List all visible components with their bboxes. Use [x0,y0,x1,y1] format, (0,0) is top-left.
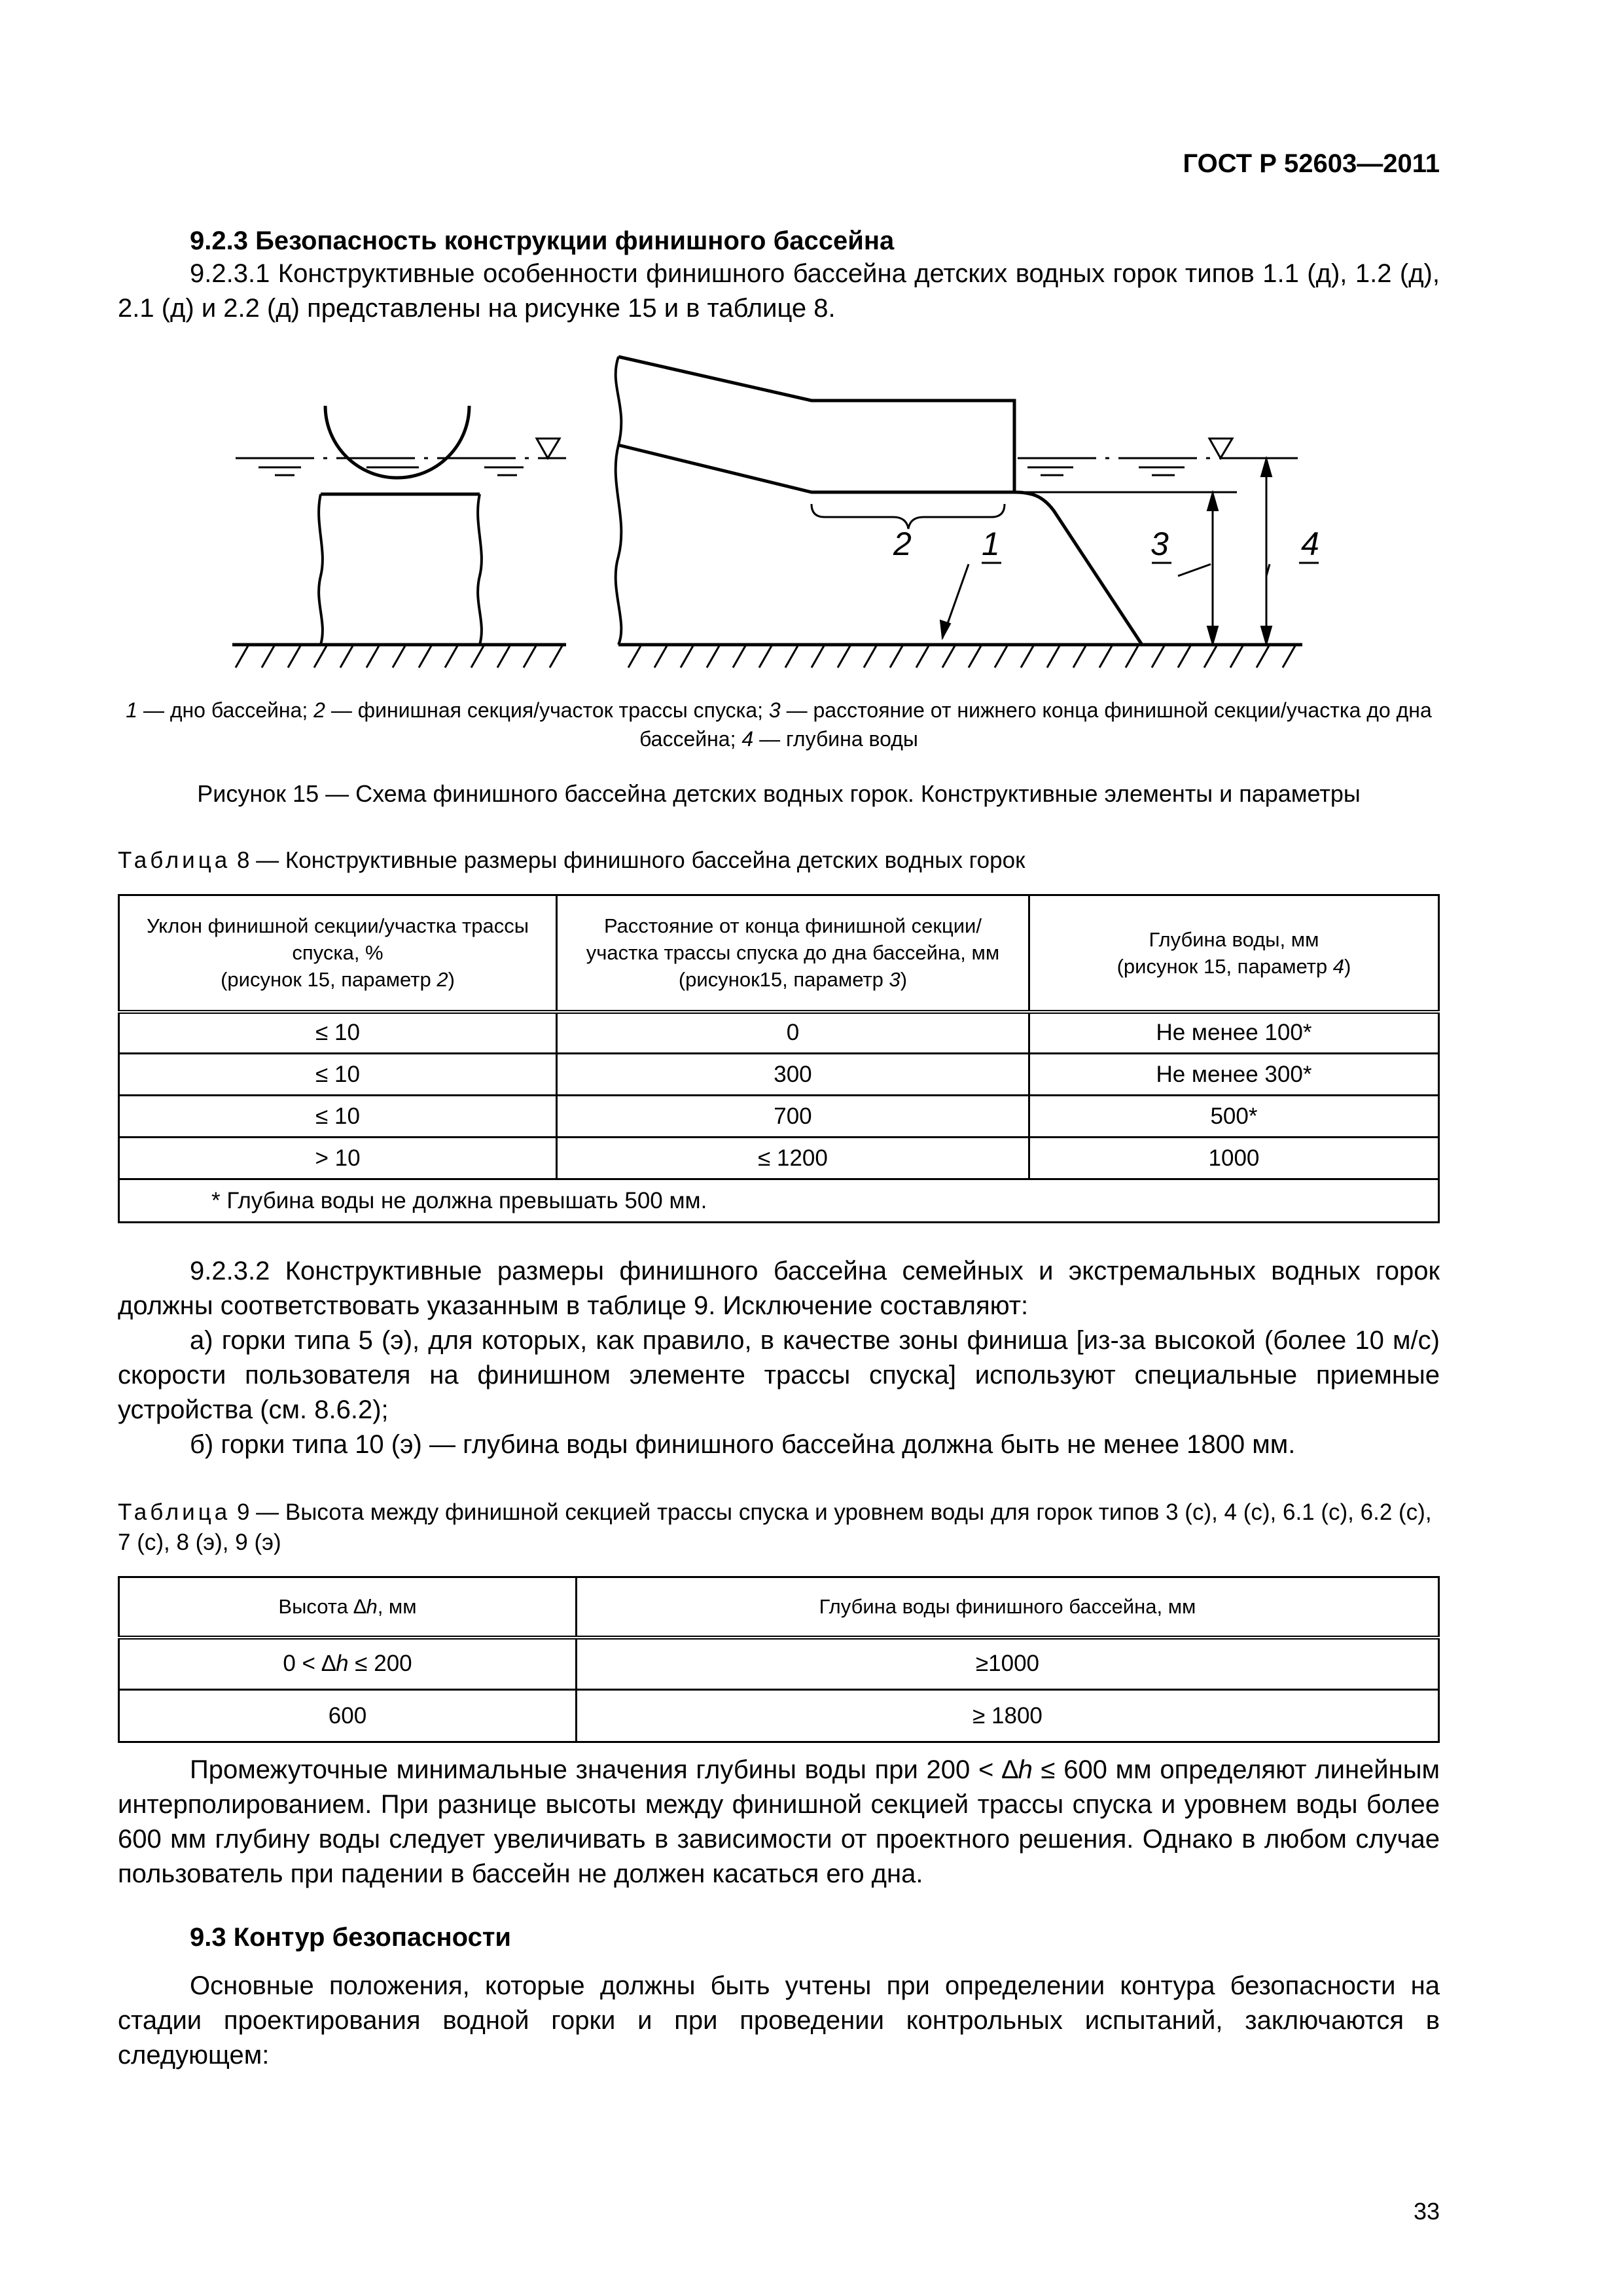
left-water-level-triangle [537,439,560,458]
table-9-header-height: Высота ∆h, мм [119,1577,577,1638]
figure-label-4: 4 [1301,526,1319,562]
pool-wall [1014,492,1142,645]
finish-section-outline [618,357,1014,492]
right-ground-hatch [628,645,1296,668]
left-water-hatch [259,467,524,475]
page-number: 33 [1413,2198,1440,2225]
left-support-break-left [319,494,323,645]
table-9-header-depth: Глубина воды финишного бассейна, мм [576,1577,1438,1638]
section-9-2-3-2 [118,1254,1440,1462]
list-item-b: б) горки типа 10 (э) — глубина воды финишного бассейна должна быть не менее 1800 мм. [190,1430,1296,1459]
table-row: ≤ 10 0 Не менее 100* [119,1012,1439,1054]
slide-break-line [616,357,622,645]
table-row: ≤ 10 700 500* [119,1096,1439,1138]
figure-label-1: 1 [982,526,1000,562]
table-row: 0 < ∆h ≤ 200 ≥1000 [119,1638,1439,1690]
right-water-hatch [1027,467,1185,475]
table-8-note: * Глубина воды не должна превышать 500 мм. [119,1179,1439,1223]
table-9-header-row [119,1577,1439,1638]
paragraph-9-3: Основные положения, которые должны быть учтены при определении контура безопасности на стадии проектирования водной горки и при проведении контрольных испытаний, заключаются в следующем: [118,1971,1440,2070]
table-row: ≤ 10 300 Не менее 300* [119,1054,1439,1096]
table-8-note-row [119,1179,1439,1223]
table-8-header-slope: Уклон финишной секции/участка трассы спуска, % (рисунок 15, параметр 2) [119,895,557,1012]
right-water-level-triangle [1209,439,1232,458]
table-8-caption: Таблица 8 — Конструктивные размеры финишного бассейна детских водных горок [118,848,1026,873]
paragraph-9-2-3-1: 9.2.3.1 Конструктивные особенности финишного бассейна детских водных горок типов 1.1 (д), 1.2 (д), 2.1 (д) и 2.2 (д) представлены на рисунке 15 и в таблице 8. [118,259,1440,323]
table-8-header-depth: Глубина воды, мм (рисунок 15, параметр 4) [1029,895,1438,1012]
section-heading-9-3: 9.3 Контур безопасности [190,1923,511,1952]
table-9-caption: Таблица 9 — Высота между финишной секцией трассы спуска и уровнем воды для горок типов 3 (с), 4 (с), 6.1 (с), 6.2 (с), 7 (с), 8 (э), 9 (э) [118,1499,1432,1555]
figure-label-3: 3 [1150,526,1169,562]
list-item-a: а) горки типа 5 (э), для которых, как правило, в качестве зоны финиша [из-за высокой (более 10 м/с) скорости пользователя на финишном элементе трассы спуска] используют специальные приемные устройства (см. 8.6.2); [118,1326,1440,1424]
table-row: > 10 ≤ 1200 1000 [119,1138,1439,1179]
document-code: ГОСТ Р 52603—2011 [1183,149,1440,178]
section-heading-9-2-3: 9.2.3 Безопасность конструкции финишного бассейна [190,226,895,255]
left-support-break-right [478,494,482,645]
figure-15-caption: Рисунок 15 — Схема финишного бассейна детских водных горок. Конструктивные элементы и параметры [197,780,1361,807]
table-8-header-row [119,895,1439,1012]
table-9 [118,1576,1440,1743]
table-8 [118,894,1440,1223]
figure-15-legend: 1 — дно бассейна; 2 — финишная секция/участок трассы спуска; 3 — расстояние от нижнего конца финишной секции/участка до дна бассейна; 4 — глубина воды [126,698,1432,751]
leader-3 [1178,564,1211,576]
paragraph-interpolation: Промежуточные минимальные значения глубины воды при 200 < ∆h ≤ 600 мм определяют линейным интерполированием. При разнице высоты между финишной секцией трассы спуска и уровнем воды более 600 мм глубину воды следует увеличивать в зависимости от проектного решения. Однако в любом случае пользователь при падении в бассейн не должен касаться его дна. [118,1755,1440,1888]
left-ground-hatch [236,645,563,668]
table-8-header-distance: Расстояние от конца финишной секции/ участка трассы спуска до дна бассейна, мм (рисунок15, параметр 3) [557,895,1029,1012]
figure-label-2: 2 [893,526,912,562]
paragraph-9-2-3-2: 9.2.3.2 Конструктивные размеры финишного бассейна семейных и экстремальных водных горок должны соответствовать указанным в таблице 9. Исключение составляют: [118,1257,1440,1320]
table-row: 600 ≥ 1800 [119,1690,1439,1742]
